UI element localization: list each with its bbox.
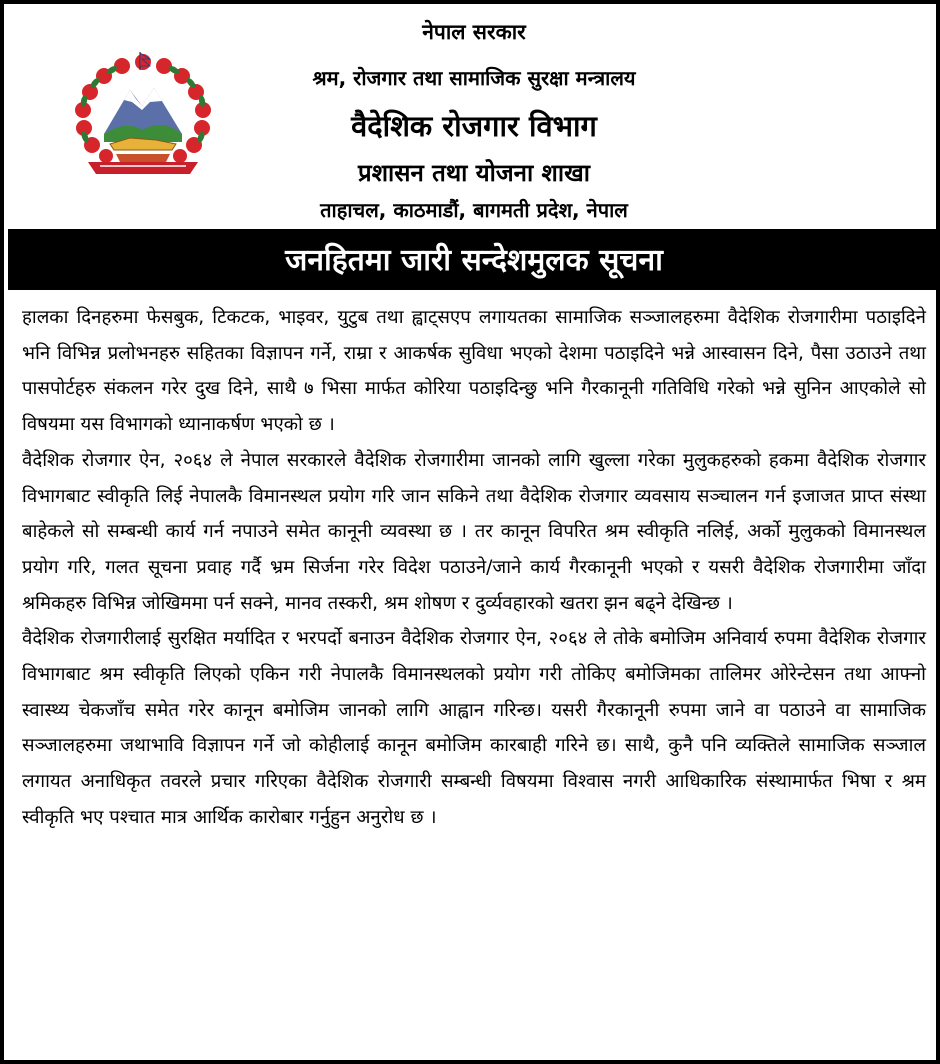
notice-paragraph: वैदेशिक रोजगार ऐन, २०६४ ले नेपाल सरकारले वैदेशिक रोजगारीमा जानको लागि खुल्ला गरेका मुलुकहरुको हकमा वैदेशिक रोजगार विभागबाट स्वीकृति लिई नेपालकै विमानस्थल प्रयोग गरि जान सकिने तथा वैदेशिक रोजगार व्यवसाय सञ्चालन गर्न इजाजत प्राप्त संस्था बाहेकले सो सम्बन्धी कार्य गर्न नपाउने समेत कानूनी व्यवस्था छ । तर कानून विपरित श्रम स्वीकृति नलिई, अर्को मुलुकको विमानस्थल प्रयोग गरि, गलत सूचना प्रवाह गर्दै भ्रम सिर्जना गरेर विदेश पठाउने/जाने कार्य गैरकानूनी भएको र यसरी वैदेशिक रोजगारीमा जाँदा श्रमिकहरु विभिन्न जोखिममा पर्न सक्ने, मानव तस्करी, श्रम शोषण र दुर्व्यवहारको खतरा झन बढ्ने देखिन्छ । <box>22 449 926 614</box>
office-address: ताहाचल, काठमाडौं, बागमती प्रदेश, नेपाल <box>320 198 628 222</box>
notice-paragraph: वैदेशिक रोजगारीलाई सुरक्षित मर्यादित र भरपर्दो बनाउन वैदेशिक रोजगार ऐन, २०६४ ले तोके बमोजिम अनिवार्य रुपमा वैदेशिक रोजगार विभागबाट श्रम स्वीकृति लिएको एकिन गरी नेपालकै विमानस्थलको प्रयोग गरी तोकिए बमोजिमका तालिमर ओरेन्टेसन तथा आफ्नो स्वास्थ्य चेकजाँच समेत गरेर कानून बमोजिम जानको लागि आह्वान गरिन्छ। यसरी गैरकानूनी रुपमा जाने वा पठाउने वा सामाजिक सञ्जालहरुमा जथाभावि विज्ञापन गर्ने जो कोहीलाई कानून बमोजिम कारबाही गरिने छ। साथै, कुनै पनि व्यक्तिले सामाजिक सञ्जाल लगायत अनाधिकृत तवरले प्रचार गरिएका वैदेशिक रोजगारी सम्बन्धी विषयमा विश्वास नगरी आधिकारिक संस्थामार्फत भिषा र श्रम स्वीकृति भए पश्चात मात्र आर्थिक कारोबार गर्नुहुन अनुरोध छ । <box>22 628 926 828</box>
government-name: नेपाल सरकार <box>422 20 526 44</box>
notice-header <box>8 8 940 232</box>
department-name: वैदेशिक रोजगार विभाग <box>351 109 597 143</box>
notice-paragraph: हालका दिनहरुमा फेसबुक, टिकटक, भाइवर, युटुब तथा ह्वाट्सएप लगायतका सामाजिक सञ्जालहरुमा वैदेशिक रोजगारीमा पठाइदिने भनि विभिन्न प्रलोभनहरु सहितका विज्ञापन गर्ने, राम्रा र आकर्षक सुविधा भएको देशमा पठाइदिने भन्ने आस्वासन दिने, पैसा उठाउने तथा पासपोर्टहरु संकलन गरेर दुख दिने, साथै ७ भिसा मार्फत कोरिया पठाइदिन्छु भनि गैरकानूनी गतिविधि गरेको भन्ने सुनिन आएकोले सो विषयमा यस विभागको ध्यानाकर्षण भएको छ । <box>22 307 926 436</box>
section-name: प्रशासन तथा योजना शाखा <box>358 159 590 187</box>
ministry-name: श्रम, रोजगार तथा सामाजिक सुरक्षा मन्त्रालय <box>312 66 636 90</box>
notice-body <box>22 300 926 836</box>
notice-title: जनहितमा जारी सन्देशमुलक सूचना <box>8 232 940 290</box>
